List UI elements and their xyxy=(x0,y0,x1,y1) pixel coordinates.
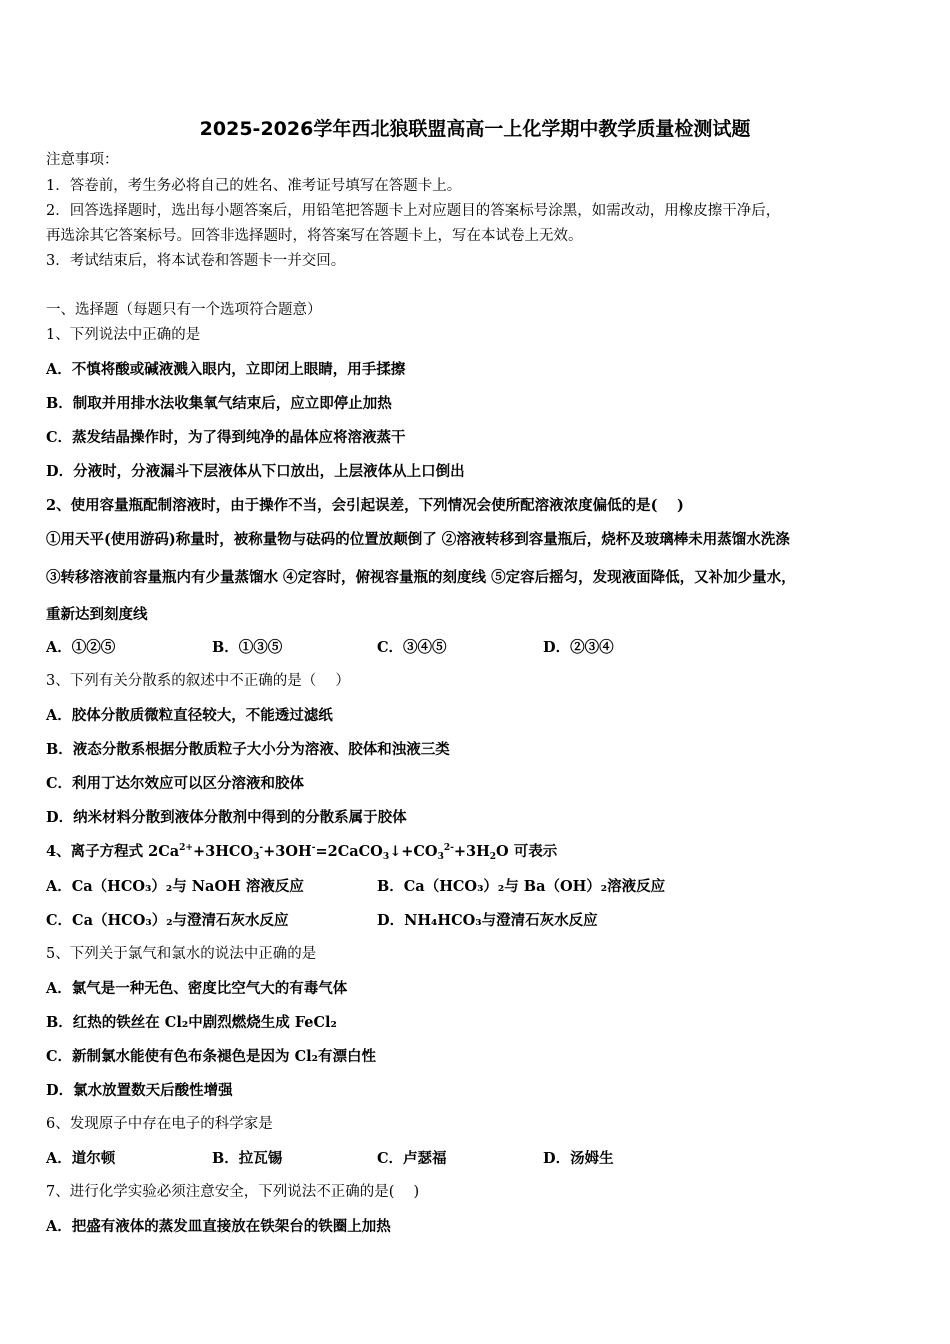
stem-text: +3OH xyxy=(263,843,312,860)
option-a: A．①②⑤ xyxy=(46,639,116,656)
option-b: B．制取并用排水法收集氧气结束后，应立即停止加热 xyxy=(46,395,392,412)
stem-text: ↓+CO xyxy=(389,843,438,860)
stem-sub: 3 xyxy=(437,852,444,862)
option-d: D．分液时，分液漏斗下层液体从下口放出，上层液体从上口倒出 xyxy=(46,463,465,480)
stem-text: +3HCO xyxy=(192,843,254,860)
question-stem: 6、发现原子中存在电子的科学家是 xyxy=(46,1116,273,1132)
option-c: C．③④⑤ xyxy=(377,639,447,656)
option-b: B．红热的铁丝在 Cl₂中剧烈燃烧生成 FeCl₂ xyxy=(46,1014,337,1031)
option-b: B．Ca（HCO₃）₂与 Ba（OH）₂溶液反应 xyxy=(377,878,666,895)
option-a: A．不慎将酸或碱液溅入眼内，立即闭上眼睛，用手揉擦 xyxy=(46,361,406,378)
option-b: B．液态分散系根据分散质粒子大小分为溶液、胶体和浊液三类 xyxy=(46,741,450,758)
question-stem: 2、使用容量瓶配制溶液时，由于操作不当，会引起误差，下列情况会使所配溶液浓度偏低的是( ) xyxy=(46,497,684,514)
stem-sub: 3 xyxy=(382,852,390,862)
stem-text: 4、离子方程式 2Ca xyxy=(46,843,180,860)
question-body: 重新达到刻度线 xyxy=(46,606,148,623)
stem-sup: - xyxy=(311,843,316,853)
option-d: D．纳米材料分散到液体分散剂中得到的分散系属于胶体 xyxy=(46,809,407,826)
stem-text: =2CaCO xyxy=(315,843,383,860)
option-d: D．②③④ xyxy=(543,639,614,656)
stem-text: +3H xyxy=(453,843,490,860)
option-c: C．蒸发结晶操作时，为了得到纯净的晶体应将溶液蒸干 xyxy=(46,429,406,446)
option-c: C．利用丁达尔效应可以区分溶液和胶体 xyxy=(46,775,305,792)
option-a: A．道尔顿 xyxy=(46,1150,116,1167)
option-a: A．Ca（HCO₃）₂与 NaOH 溶液反应 xyxy=(46,878,304,895)
option-d: D．氯水放置数天后酸性增强 xyxy=(46,1082,233,1099)
stem-sup: 2+ xyxy=(179,843,193,853)
stem-sub: 2 xyxy=(489,852,497,862)
page-title: 2025-2026学年西北狼联盟高高一上化学期中教学质量检测试题 xyxy=(199,118,751,140)
option-a: A．氯气是一种无色、密度比空气大的有毒气体 xyxy=(46,980,348,997)
option-c: C．Ca（HCO₃）₂与澄清石灰水反应 xyxy=(46,912,289,929)
option-a: A．胶体分散质微粒直径较大，不能透过滤纸 xyxy=(46,707,333,724)
option-d: D．汤姆生 xyxy=(543,1150,614,1167)
question-body: ①用天平(使用游码)称量时，被称量物与砝码的位置放颠倒了 ②溶液转移到容量瓶后，烧杯及玻璃棒未用蒸馏水洗涤 xyxy=(46,531,790,548)
notice-item: 3．考试结束后，将本试卷和答题卡一并交回。 xyxy=(46,253,346,269)
stem-sub: 3 xyxy=(253,852,260,862)
question-body: ③转移溶液前容量瓶内有少量蒸馏水 ④定容时，俯视容量瓶的刻度线 ⑤定容后摇匀，发现液面降低，又补加少量水， xyxy=(46,569,796,586)
question-stem xyxy=(46,843,557,863)
section-heading: 一、选择题（每题只有一个选项符合题意） xyxy=(46,302,322,318)
stem-text: O 可表示 xyxy=(496,843,558,860)
option-c: C．新制氯水能使有色布条褪色是因为 Cl₂有漂白性 xyxy=(46,1048,376,1065)
stem-sup: 2- xyxy=(443,843,454,853)
question-stem: 5、下列关于氯气和氯水的说法中正确的是 xyxy=(46,946,317,962)
stem-sup: - xyxy=(259,843,264,853)
question-stem: 3、下列有关分散系的叙述中不正确的是（ ） xyxy=(46,673,350,689)
question-stem: 1、下列说法中正确的是 xyxy=(46,327,201,343)
question-stem: 7、进行化学实验必须注意安全，下列说法不正确的是( ) xyxy=(46,1184,420,1200)
option-b: B．①③⑤ xyxy=(212,639,283,656)
notice-item: 再选涂其它答案标号。回答非选择题时，将答案写在答题卡上，写在本试卷上无效。 xyxy=(46,228,583,244)
notice-heading: 注意事项： xyxy=(46,152,119,168)
option-d: D．NH₄HCO₃与澄清石灰水反应 xyxy=(377,912,598,929)
option-b: B．拉瓦锡 xyxy=(212,1150,283,1167)
option-c: C．卢瑟福 xyxy=(377,1150,447,1167)
notice-item: 2．回答选择题时，选出每小题答案后，用铅笔把答题卡上对应题目的答案标号涂黑，如需改动，用橡皮擦干净后， xyxy=(46,203,781,219)
option-a: A．把盛有液体的蒸发皿直接放在铁架台的铁圈上加热 xyxy=(46,1218,391,1235)
notice-item: 1．答卷前，考生务必将自己的姓名、准考证号填写在答题卡上。 xyxy=(46,178,462,194)
